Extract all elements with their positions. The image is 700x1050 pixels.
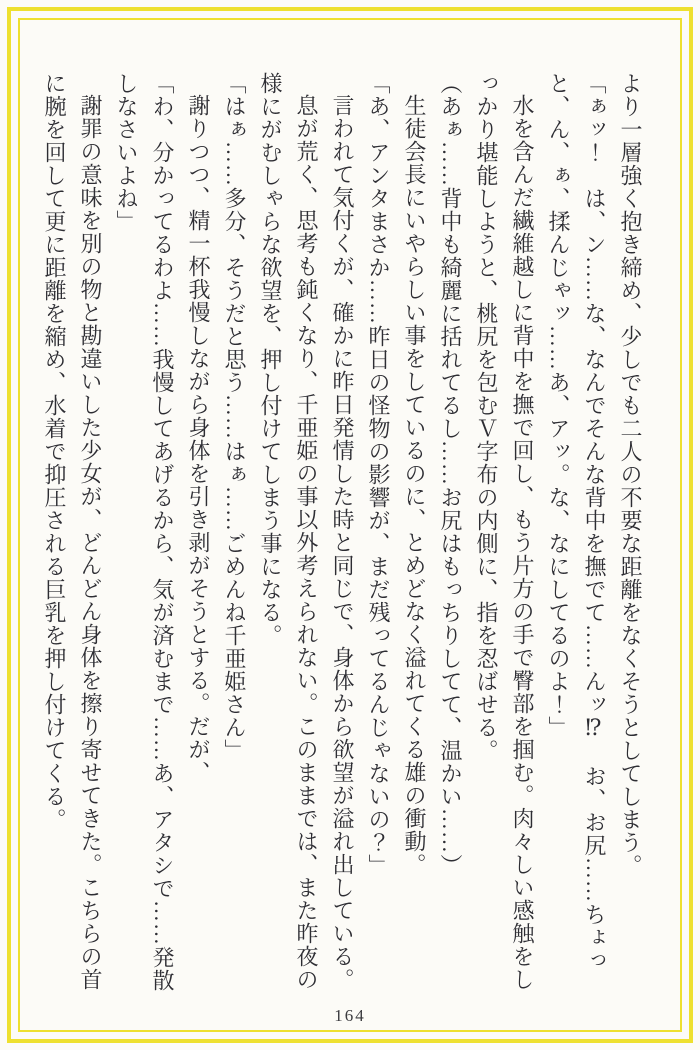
paragraph: （あぁ……背中も綺麗に括れてるし……お尻はもっちりしてて、温かい……） (438, 72, 463, 877)
paragraph: 「わ、分かってるわよ……我慢してあげるから、気が済むまで……あ、アタシで……発散しなさいよね」 (114, 72, 175, 992)
paragraph: 謝罪の意味を別の物と勘違いした少女が、どんどん身体を擦り寄せてきた。こちらの首に腕を回して更に距離を縮め、水着で抑圧される巨乳を押し付けてくる。 (42, 72, 103, 991)
paragraph: 生徒会長にいやらしい事をしているのに、とめどなく溢れてくる雄の衝動。 (402, 94, 427, 876)
paragraph: より一層強く抱き締め、少しでも二人の不要な距離をなくそうとしてしまう。 (618, 72, 643, 877)
paragraph: 謝りつつ、精一杯我慢しながら身体を引き剥がそうとする。だが、 (186, 94, 211, 784)
paragraph: 「ぁッ！ は、ン……な、なんでそんな背中を撫でて……んッ⁉ お、お尻……ちょっと、ん、ぁ、揉んじゃッ……あ、アッ。な、なにしてるのよ！」 (546, 72, 607, 972)
paragraph: 「はぁ……多分、そうだと思う……はぁ……ごめんね千亜姫さん」 (222, 72, 247, 762)
paragraph: 言われて気付くが、確かに昨日発情した時と同じで、身体から欲望が溢れ出している。 (330, 94, 355, 991)
page-number: 164 (334, 1006, 366, 1025)
paragraph: 水を含んだ繊維越しに背中を撫で回し、もう片方の手で臀部を掴む。肉々しい感触をしっかり堪能しようと、桃尻を包むＶ字布の内側に、指を忍ばせる。 (474, 72, 535, 991)
paragraph: 「あ、アンタまさか……昨日の怪物の影響が、まだ残ってるんじゃないの？」 (366, 72, 391, 877)
paragraph: 息が荒く、思考も鈍くなり、千亜姫の事以外考えられない。このままでは、また昨夜の様にがむしゃらな欲望を、押し付けてしまう事になる。 (258, 72, 319, 991)
page-text-block (28, 72, 648, 1002)
